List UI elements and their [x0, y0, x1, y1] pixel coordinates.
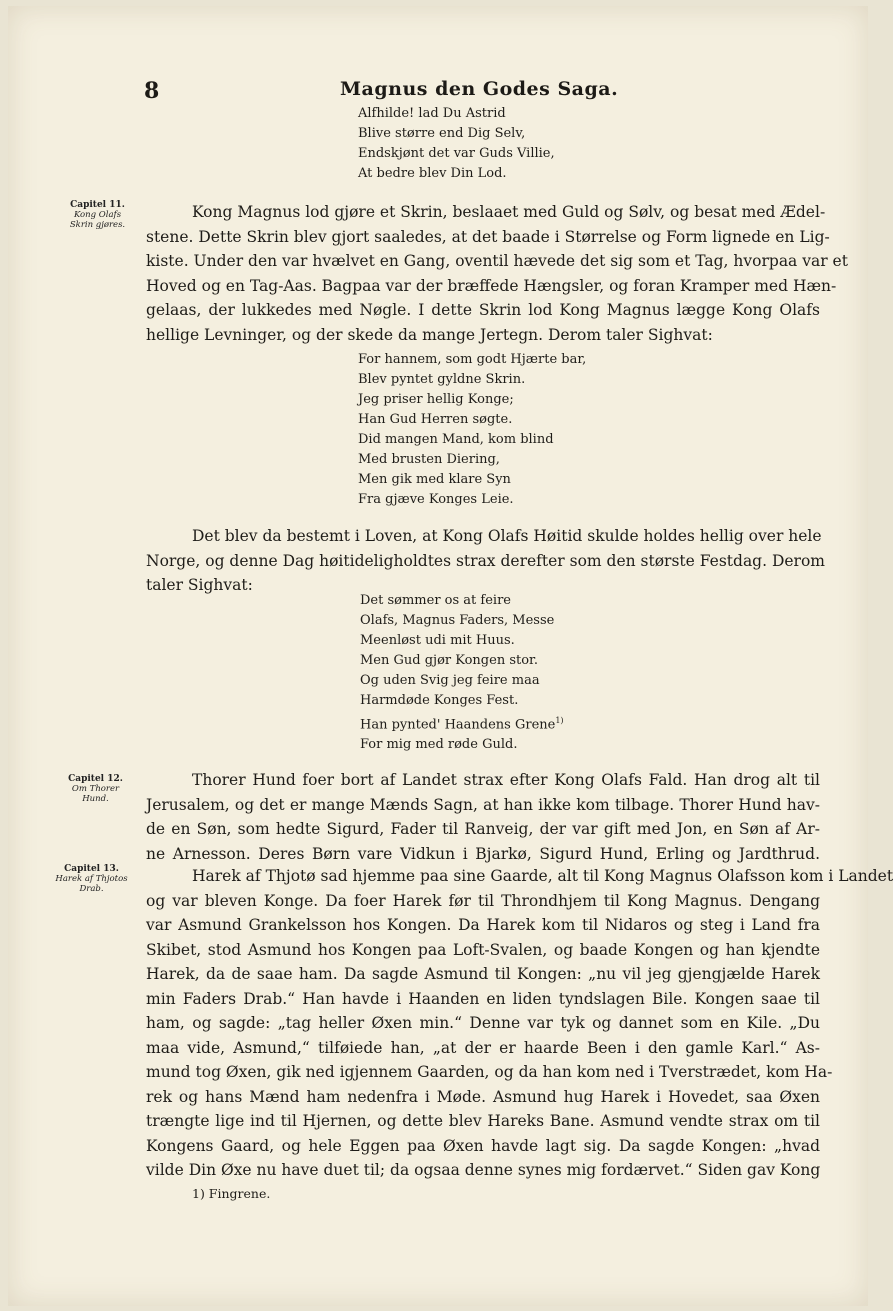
margin-note-chapter-12	[48, 774, 143, 804]
margin-note-chapter-11	[50, 200, 145, 230]
margin-chapter-label: Capitel 13.	[64, 864, 119, 874]
verse-block-1	[358, 104, 555, 184]
text-line: min Faders Drab.“ Han havde i Haanden en liden tyndslagen Bile. Kongen saae til	[146, 989, 820, 1008]
margin-chapter-label: Capitel 12.	[68, 774, 123, 784]
verse-line: Men Gud gjør Kongen stor.	[360, 653, 538, 668]
verse-block-3	[360, 591, 564, 755]
text-line: kiste. Under den var hvælvet en Gang, oventil hævede det sig som et Tag, hvorpaa var et	[146, 252, 848, 270]
verse-line: At bedre blev Din Lod.	[358, 166, 507, 181]
margin-subtitle: Harek af Thjotos	[55, 874, 128, 884]
text-line: Kongens Gaard, og hele Eggen paa Øxen havde lagt sig. Da sagde Kongen: „hvad	[146, 1136, 820, 1155]
running-title: Magnus den Godes Saga.	[340, 78, 619, 100]
verse-line: Og uden Svig jeg feire maa	[360, 673, 540, 688]
verse-line: Fra gjæve Konges Leie.	[358, 492, 514, 507]
text-line: Norge, og denne Dag høitideligholdtes strax derefter som den største Festdag. Derom	[146, 551, 825, 570]
text-line: Thorer Hund foer bort af Landet strax efter Kong Olafs Fald. Han drog alt til	[192, 771, 820, 789]
verse-line: Det sømmer os at feire	[360, 593, 511, 608]
text-line: Harek af Thjotø sad hjemme paa sine Gaarde, alt til Kong Magnus Olafsson kom i Landet	[192, 867, 893, 885]
verse-line: Han pynted' Haandens Grene$^{1)}$	[360, 716, 564, 733]
verse-line: Alfhilde! lad Du Astrid	[358, 106, 506, 121]
margin-chapter-label: Capitel 11.	[70, 200, 125, 210]
verse-line: Men gik med klare Syn	[358, 472, 511, 487]
margin-subtitle: Kong Olafs	[73, 210, 122, 220]
text-line: ham, og sagde: „tag heller Øxen min.“ Denne var tyk og dannet som en Kile. „Du	[146, 1014, 820, 1032]
book-page	[8, 6, 893, 1306]
paragraph-festival	[146, 524, 825, 598]
verse-line: Olafs, Magnus Faders, Messe	[360, 613, 555, 628]
text-line: vilde Din Øxe nu have duet til; da ogsaa denne synes mig fordærvet.“ Siden gav Kong	[146, 1161, 821, 1179]
verse-line: Did mangen Mand, kom blind	[358, 432, 554, 447]
text-line: ne Arnesson. Deres Børn vare Vidkun i Bjarkø, Sigurd Hund, Erling og Jardthrud.	[146, 844, 820, 863]
margin-note-chapter-13	[44, 864, 139, 894]
margin-subtitle: Drab.	[79, 884, 104, 894]
margin-subtitle: Om Thorer	[71, 784, 120, 794]
text-line: mund tog Øxen, gik ned igjennem Gaarden, og da han kom ned i Tverstrædet, kom Ha-	[146, 1063, 833, 1081]
text-line: Det blev da bestemt i Loven, at Kong Olafs Høitid skulde holdes hellig over hele	[192, 527, 822, 545]
verse-line: For hannem, som godt Hjærte bar,	[358, 352, 587, 367]
text-line: taler Sighvat:	[146, 576, 253, 594]
verse-line: Meenløst udi mit Huus.	[360, 633, 515, 648]
verse-line: For mig med røde Guld.	[360, 737, 518, 753]
text-line: maa vide, Asmund,“ tilføiede han, „at der er haarde Been i den gamle Karl.“ As-	[146, 1038, 820, 1057]
verse-line: Han Gud Herren søgte.	[358, 412, 513, 427]
text-line: Harek, da de saae ham. Da sagde Asmund til Kongen: „nu vil jeg gjengjælde Harek	[146, 965, 820, 983]
text-line: hellige Levninger, og der skede da mange Jertegn. Derom taler Sighvat:	[146, 325, 713, 344]
text-line: og var bleven Konge. Da foer Harek før til Throndhjem til Kong Magnus. Dengang	[146, 891, 820, 910]
text-line: Hoved og en Tag-Aas. Bagpaa var der bræffede Hængsler, og foran Kramper med Hæn-	[146, 276, 837, 295]
verse-line: Endskjønt det var Guds Villie,	[358, 146, 555, 161]
text-line: var Asmund Grankelsson hos Kongen. Da Harek kom til Nidaros og steg i Land fra	[146, 916, 820, 934]
verse-line: Blev pyntet gyldne Skrin.	[358, 372, 526, 387]
paragraph-chapter-13	[146, 864, 893, 1183]
text-line: gelaas, der lukkedes med Nøgle. I dette Skrin lod Kong Magnus lægge Kong Olafs	[146, 301, 820, 319]
text-line: de en Søn, som hedte Sigurd, Fader til Ranveig, der var gift med Jon, en Søn af Ar-	[146, 820, 820, 838]
verse-line: Med brusten Diering,	[358, 452, 500, 467]
paragraph-chapter-11	[146, 200, 848, 347]
margin-subtitle: Skrin gjøres.	[69, 220, 126, 230]
text-line: trængte lige ind til Hjernen, og dette blev Hareks Bane. Asmund vendte strax om til	[146, 1112, 820, 1130]
text-line: stene. Dette Skrin blev gjort saaledes, at det baade i Størrelse og Form lignede en Lig-	[146, 227, 830, 246]
text-line: Skibet, stod Asmund hos Kongen paa Loft-Svalen, og baade Kongen og han kjendte	[146, 940, 820, 959]
verse-block-2	[358, 350, 586, 510]
text-line: Jerusalem, og det er mange Mænds Sagn, at han ikke kom tilbage. Thorer Hund hav-	[146, 795, 820, 814]
verse-line: Blive større end Dig Selv,	[358, 126, 526, 141]
page-number: 8	[144, 78, 160, 104]
margin-subtitle: Hund.	[82, 794, 109, 804]
verse-line: Jeg priser hellig Konge;	[358, 392, 514, 407]
verse-line: Harmdøde Konges Fest.	[360, 693, 519, 708]
text-line: Kong Magnus lod gjøre et Skrin, beslaaet med Guld og Sølv, og besat med Ædel-	[192, 203, 826, 221]
footnote-marker: 1)	[555, 716, 564, 725]
paragraph-chapter-12	[146, 768, 820, 866]
text-line: rek og hans Mænd ham nedenfra i Møde. Asmund hug Harek i Hovedet, saa Øxen	[146, 1087, 820, 1106]
footnote: 1) Fingrene.	[192, 1186, 271, 1201]
